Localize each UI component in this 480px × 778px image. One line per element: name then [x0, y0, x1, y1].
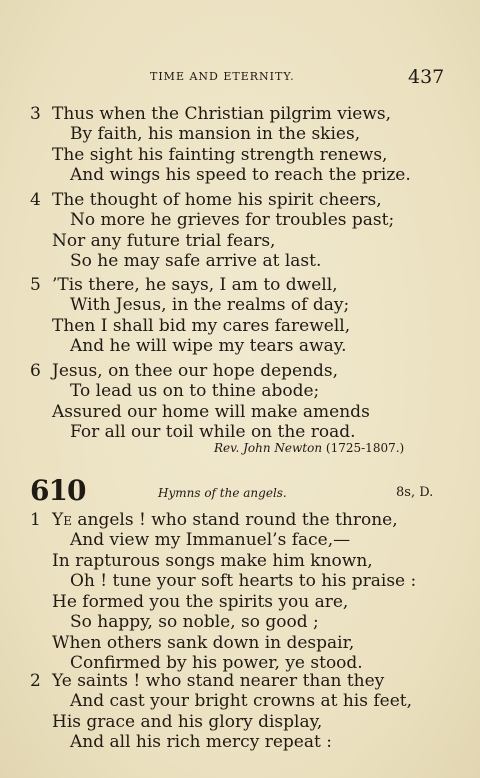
verse-number: 5 [30, 275, 41, 295]
author-dates: (1725-1807.) [325, 441, 405, 455]
verse-line: And wings his speed to reach the prize. [70, 165, 411, 185]
verse-line: Jesus, on thee our hope depends, [52, 361, 339, 381]
hymn-number: 610 [30, 474, 86, 507]
hymn-meter: 8s, D. [396, 485, 434, 500]
verse-line: Ye saints ! who stand nearer than they [52, 671, 385, 691]
verse-line: The sight his fainting strength renews, [52, 145, 388, 165]
hymn-header [0, 474, 480, 510]
verse-line: Assured our home will make amends [52, 402, 370, 422]
verse-line: He formed you the spirits you are, [52, 592, 349, 612]
verse-line: So he may safe arrive at last. [70, 251, 322, 271]
verse-line: Confirmed by his power, ye stood. [70, 653, 363, 673]
verse-line: Thus when the Christian pilgrim views, [52, 104, 392, 124]
verse-line: And view my Immanuel’s face,— [70, 530, 351, 550]
verse-line: For all our toil while on the road. [70, 422, 356, 442]
verse-line: His grace and his glory display, [52, 712, 323, 732]
verse-number: 3 [30, 104, 41, 124]
page-number: 437 [408, 66, 445, 88]
hymn-title: Hymns of the angels. [158, 486, 287, 500]
verse-number: 2 [30, 671, 41, 691]
running-head: TIME AND ETERNITY. [150, 70, 295, 83]
verse-line: No more he grieves for troubles past; [70, 210, 395, 230]
author-credit [214, 441, 404, 455]
verse-line: Oh ! tune your soft hearts to his praise : [70, 571, 417, 591]
author-name: Rev. John Newton [214, 441, 323, 455]
verse-line: So happy, so noble, so good ; [70, 612, 319, 632]
verse-line: ’Tis there, he says, I am to dwell, [52, 275, 338, 295]
verse-line-rest: angels ! who stand round the throne, [71, 510, 398, 530]
verse-line: To lead us on to thine abode; [70, 381, 320, 401]
verse-number: 6 [30, 361, 41, 381]
verse-line: And he will wipe my tears away. [70, 336, 347, 356]
verse-line: In rapturous songs make him known, [52, 551, 373, 571]
page-header [0, 66, 480, 86]
first-word: Ye [52, 510, 72, 530]
verse-line: The thought of home his spirit cheers, [52, 190, 382, 210]
verse-line [52, 510, 398, 531]
verse-line: With Jesus, in the realms of day; [70, 295, 350, 315]
verse-line: And all his rich mercy repeat : [70, 732, 332, 752]
verse-line: Nor any future trial fears, [52, 231, 276, 251]
verse-line: When others sank down in despair, [52, 633, 355, 653]
verse-line: By faith, his mansion in the skies, [70, 124, 361, 144]
verse-number: 4 [30, 190, 41, 210]
verse-line: Then I shall bid my cares farewell, [52, 316, 351, 336]
verse-number: 1 [30, 510, 41, 530]
verse-line: And cast your bright crowns at his feet, [70, 691, 413, 711]
